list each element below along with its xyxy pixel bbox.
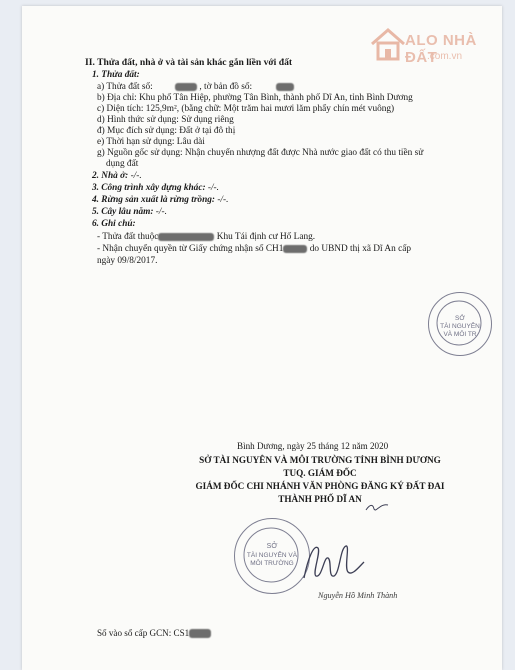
land-usage-term: e) Thời hạn sử dụng: Lâu dài [97, 137, 205, 147]
gcn-register-label: Số vào sổ cấp GCN: CS1 [97, 628, 190, 638]
date-line: Bình Dương, ngày 25 tháng 12 năm 2020 [237, 441, 389, 451]
house-icon [369, 26, 407, 62]
initial-scribble [364, 500, 390, 514]
redacted-parcel-number [175, 83, 197, 91]
note-transfer-prefix: - Nhận chuyển quyền từ Giấy chứng nhận số CH1 [97, 244, 284, 254]
forest-value: -/-. [215, 195, 229, 205]
seal-right-line2: TÀI NGUYÊN [440, 323, 480, 330]
house-row [92, 171, 142, 182]
note-resettlement-suffix: Khu Tái định cư Hố Lang. [214, 232, 316, 242]
perennial-row [92, 207, 167, 218]
watermark-logo [369, 18, 509, 74]
note-transfer-suffix: do UBND thị xã Dĩ An cấp [307, 244, 411, 254]
signer-name: Nguyễn Hồ Minh Thành [318, 591, 398, 600]
seal-bottom-line3: MÔI TRƯỜNG [250, 560, 294, 567]
forest-label: 4. Rừng sản xuất là rừng trồng: [92, 195, 215, 205]
notes-heading: 6. Ghi chú: [92, 219, 136, 229]
land-parcel-number [97, 82, 294, 93]
signature-scribble [298, 538, 368, 586]
redacted-map-sheet [276, 83, 294, 91]
branch-city: THÀNH PHỐ DĨ AN [278, 494, 362, 504]
perennial-label: 5. Cây lâu năm: [92, 207, 154, 217]
building-value: -/-. [205, 183, 219, 193]
redacted-gcn-number [189, 629, 211, 638]
perennial-value: -/-. [153, 207, 167, 217]
land-origin-cont: dụng đất [106, 159, 139, 169]
gcn-register-row [97, 628, 211, 639]
watermark-name: ALO NHÀ ĐẤT [405, 32, 477, 66]
note-resettlement [97, 232, 315, 243]
building-row [92, 183, 219, 194]
house-value: -/-. [128, 171, 142, 181]
note-transfer-date: ngày 09/8/2017. [97, 256, 158, 266]
seal-bottom-line2: TÀI NGUYÊN VÀ [246, 552, 298, 559]
house-label: 2. Nhà ở: [92, 171, 129, 181]
forest-row [92, 195, 228, 206]
redacted-certificate-number [283, 245, 307, 253]
seal-bottom-line1: SỞ [266, 543, 278, 550]
branch-director-title: GIÁM ĐỐC CHI NHÁNH VĂN PHÒNG ĐĂNG KÝ ĐẤT ĐAI [195, 481, 445, 491]
watermark-url: .com.vn [427, 51, 463, 62]
tuq-director: TUQ. GIÁM ĐỐC [283, 468, 357, 478]
issuing-org: SỞ TÀI NGUYÊN VÀ MÔI TRƯỜNG TỈNH BÌNH DƯƠNG [199, 455, 441, 465]
land-usage-purpose: đ) Mục đích sử dụng: Đất ở tại đô thị [97, 126, 236, 136]
land-usage-form: d) Hình thức sử dụng: Sử dụng riêng [97, 115, 234, 125]
note-transfer [97, 244, 411, 255]
note-resettlement-prefix: - Thửa đất thuộc [97, 232, 159, 242]
section-title: II. Thửa đất, nhà ở và tài sản khác gắn liền với đất [85, 57, 293, 68]
land-origin: g) Nguồn gốc sử dụng: Nhận chuyển nhượng đất được Nhà nước giao đất có thu tiền sử [97, 148, 424, 158]
building-label: 3. Công trình xây dựng khác: [92, 183, 206, 193]
seal-right [428, 292, 492, 356]
map-sheet-label: , tờ bản đồ số: [199, 82, 253, 92]
seal-right-line1: SỞ [455, 315, 465, 322]
land-area: c) Diện tích: 125,9m², (bằng chữ: Một trăm hai mươi lăm phẩy chín mét vuông) [97, 104, 395, 114]
land-address: b) Địa chỉ: Khu phố Tân Hiệp, phường Tân Bình, thành phố Dĩ An, tỉnh Bình Dương [97, 93, 413, 103]
seal-right-line3: VÀ MÔI TR [443, 331, 477, 338]
land-heading: 1. Thửa đất: [92, 70, 140, 80]
redacted-location [158, 233, 214, 241]
parcel-number-label: a) Thửa đất số: [97, 82, 153, 92]
